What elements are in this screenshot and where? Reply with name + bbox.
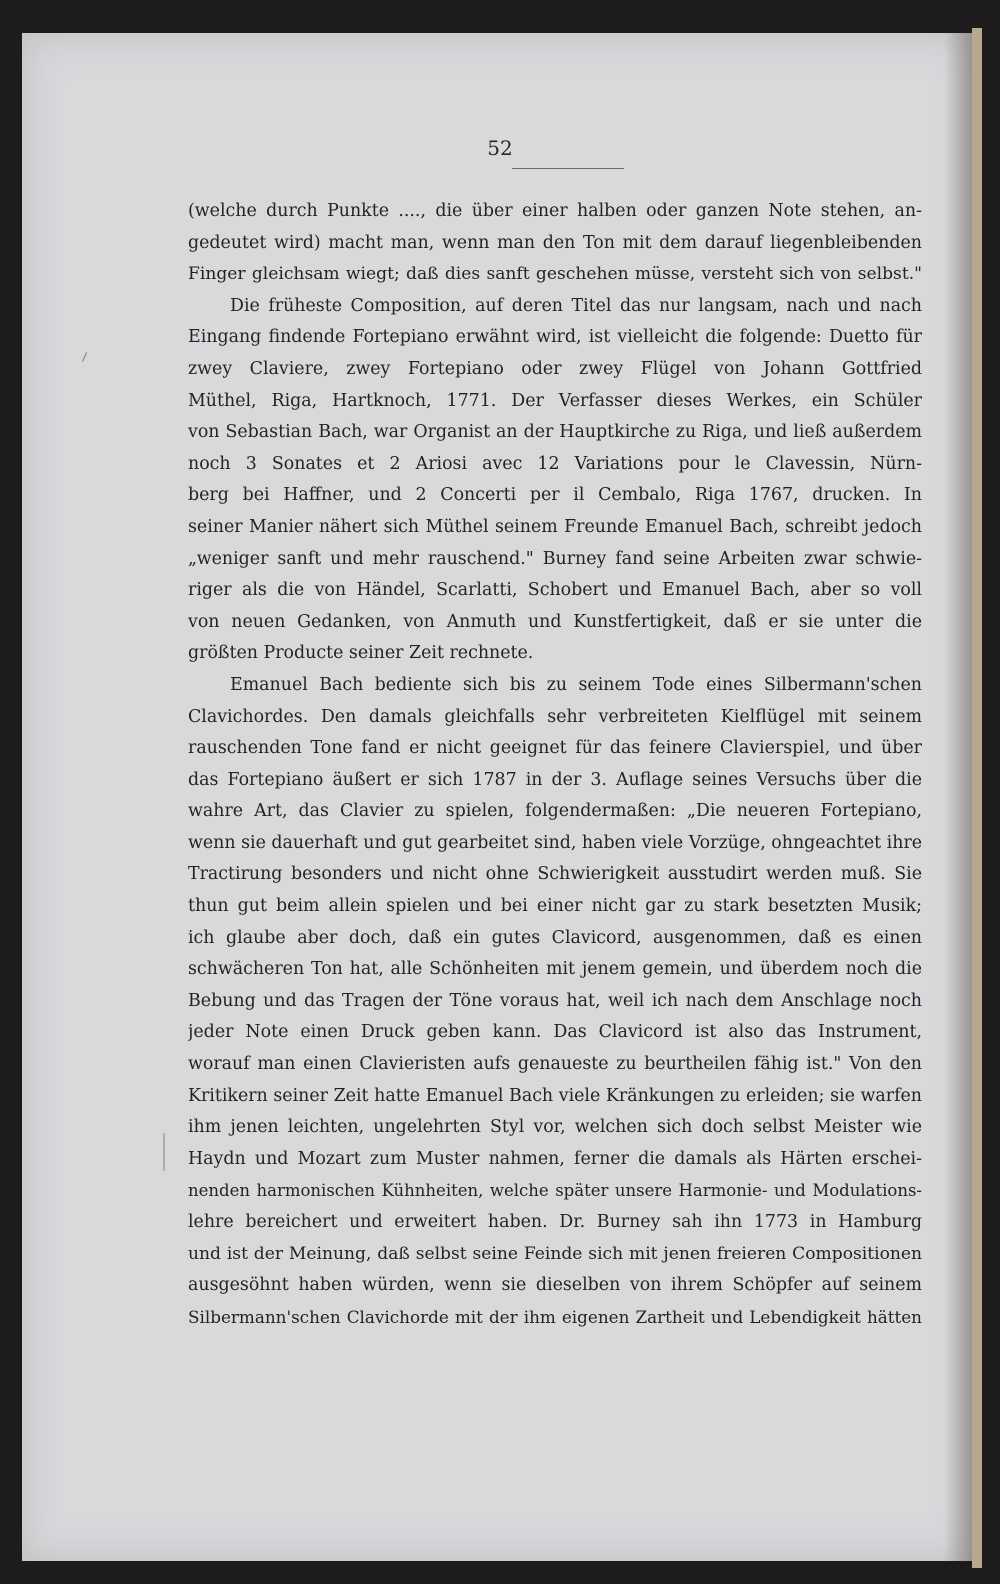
text-line: zwey Claviere, zwey Fortepiano oder zwey Flügel von Johann Gottfried [188,358,922,379]
text-line: Eingang findende Fortepiano erwähnt wird, ist vielleicht die folgende: Duetto für [188,327,922,348]
text-line: Kritikern seiner Zeit hatte Emanuel Bach viele Kränkungen zu erleiden; sie warfen [188,1085,922,1106]
text-line: „weniger sanft und mehr rauschend." Burney fand seine Arbeiten zwar schwie- [188,548,922,569]
text-line: Clavichordes. Den damals gleichfalls sehr verbreiteten Kielflügel mit seinem [188,706,922,727]
text-line: ausgesöhnt haben würden, wenn sie dieselben von ihrem Schöpfer auf seinem [188,1275,922,1296]
book-page-edge [972,28,982,1568]
text-line: jeder Note einen Druck geben kann. Das Clavicord ist also das Instrument, [188,1022,922,1043]
text-line: Die früheste Composition, auf deren Titel das nur langsam, nach und nach [230,295,922,316]
page-number: 52 [487,136,513,160]
margin-pencil-line [163,1133,165,1171]
text-line: Finger gleichsam wiegt; daß dies sanft geschehen müsse, versteht sich von selbst." [188,264,922,285]
text-line: Emanuel Bach bediente sich bis zu seinem Tode eines Silbermann'schen [230,674,922,695]
text-line: und ist der Meinung, daß selbst seine Feinde sich mit jenen freieren Compositionen [188,1243,922,1264]
text-line: seiner Manier nähert sich Müthel seinem Freunde Emanuel Bach, schreibt jedoch [188,516,922,537]
text-line: gedeutet wird) macht man, wenn man den Ton mit dem darauf liegenbleibenden [188,232,922,253]
text-line: Bebung und das Tragen der Töne voraus hat, weil ich nach dem Anschlage noch [188,990,922,1011]
text-line: wenn sie dauerhaft und gut gearbeitet sind, haben viele Vorzüge, ohngeachtet ihre [188,832,922,853]
text-line: lehre bereichert und erweitert haben. Dr. Burney sah ihn 1773 in Hamburg [188,1212,922,1232]
text-line: rauschenden Tone fand er nicht geeignet für das feinere Clavierspiel, und über [188,738,922,759]
text-line: Haydn und Mozart zum Muster nahmen, ferner die damals als Härten erschei- [188,1148,922,1169]
header-rule [512,168,624,169]
text-line: riger als die von Händel, Scarlatti, Schobert und Emanuel Bach, aber so voll [188,580,922,601]
text-line: Müthel, Riga, Hartknoch, 1771. Der Verfasser dieses Werkes, ein Schüler [188,390,922,411]
text-line: worauf man einen Clavieristen aufs genaueste zu beurtheilen fähig ist." Von den [188,1054,922,1075]
text-line: von neuen Gedanken, von Anmuth und Kunstfertigkeit, daß er sie unter die [188,611,922,632]
text-line: (welche durch Punkte ...., die über einer halben oder ganzen Note stehen, an- [188,201,922,221]
spine-shadow [944,33,972,1561]
text-line: das Fortepiano äußert er sich 1787 in der 3. Auflage seines Versuchs über die [188,769,922,790]
text-line: berg bei Haffner, und 2 Concerti per il Cembalo, Riga 1767, drucken. In [188,485,922,506]
text-line: von Sebastian Bach, war Organist an der Hauptkirche zu Riga, und ließ außerdem [188,422,922,443]
body-text [188,196,922,1333]
text-line: ich glaube aber doch, daß ein gutes Clavicord, ausgenommen, daß es einen [188,927,922,948]
text-line: noch 3 Sonates et 2 Ariosi avec 12 Variations pour le Clavessin, Nürn- [188,453,922,474]
text-line: thun gut beim allein spielen und bei einer nicht gar zu stark besetzten Musik; [188,896,922,917]
text-line: größten Producte seiner Zeit rechnete. [188,643,534,664]
text-line: ihm jenen leichten, ungelehrten Styl vor, welchen sich doch selbst Meister wie [188,1117,922,1138]
text-line: schwächeren Ton hat, alle Schönheiten mit jenem gemein, und überdem noch die [188,959,922,980]
text-line: Tractirung besonders und nicht ohne Schwierigkeit ausstudirt werden muß. Sie [188,864,922,885]
text-line: wahre Art, das Clavier zu spielen, folgendermaßen: „Die neueren Fortepiano, [188,801,922,822]
text-line: Silbermann'schen Clavichorde mit der ihm eigenen Zartheit und Lebendigkeit hätten [188,1306,922,1327]
text-line: nenden harmonischen Kühnheiten, welche später unsere Harmonie- und Modulations- [188,1181,922,1201]
